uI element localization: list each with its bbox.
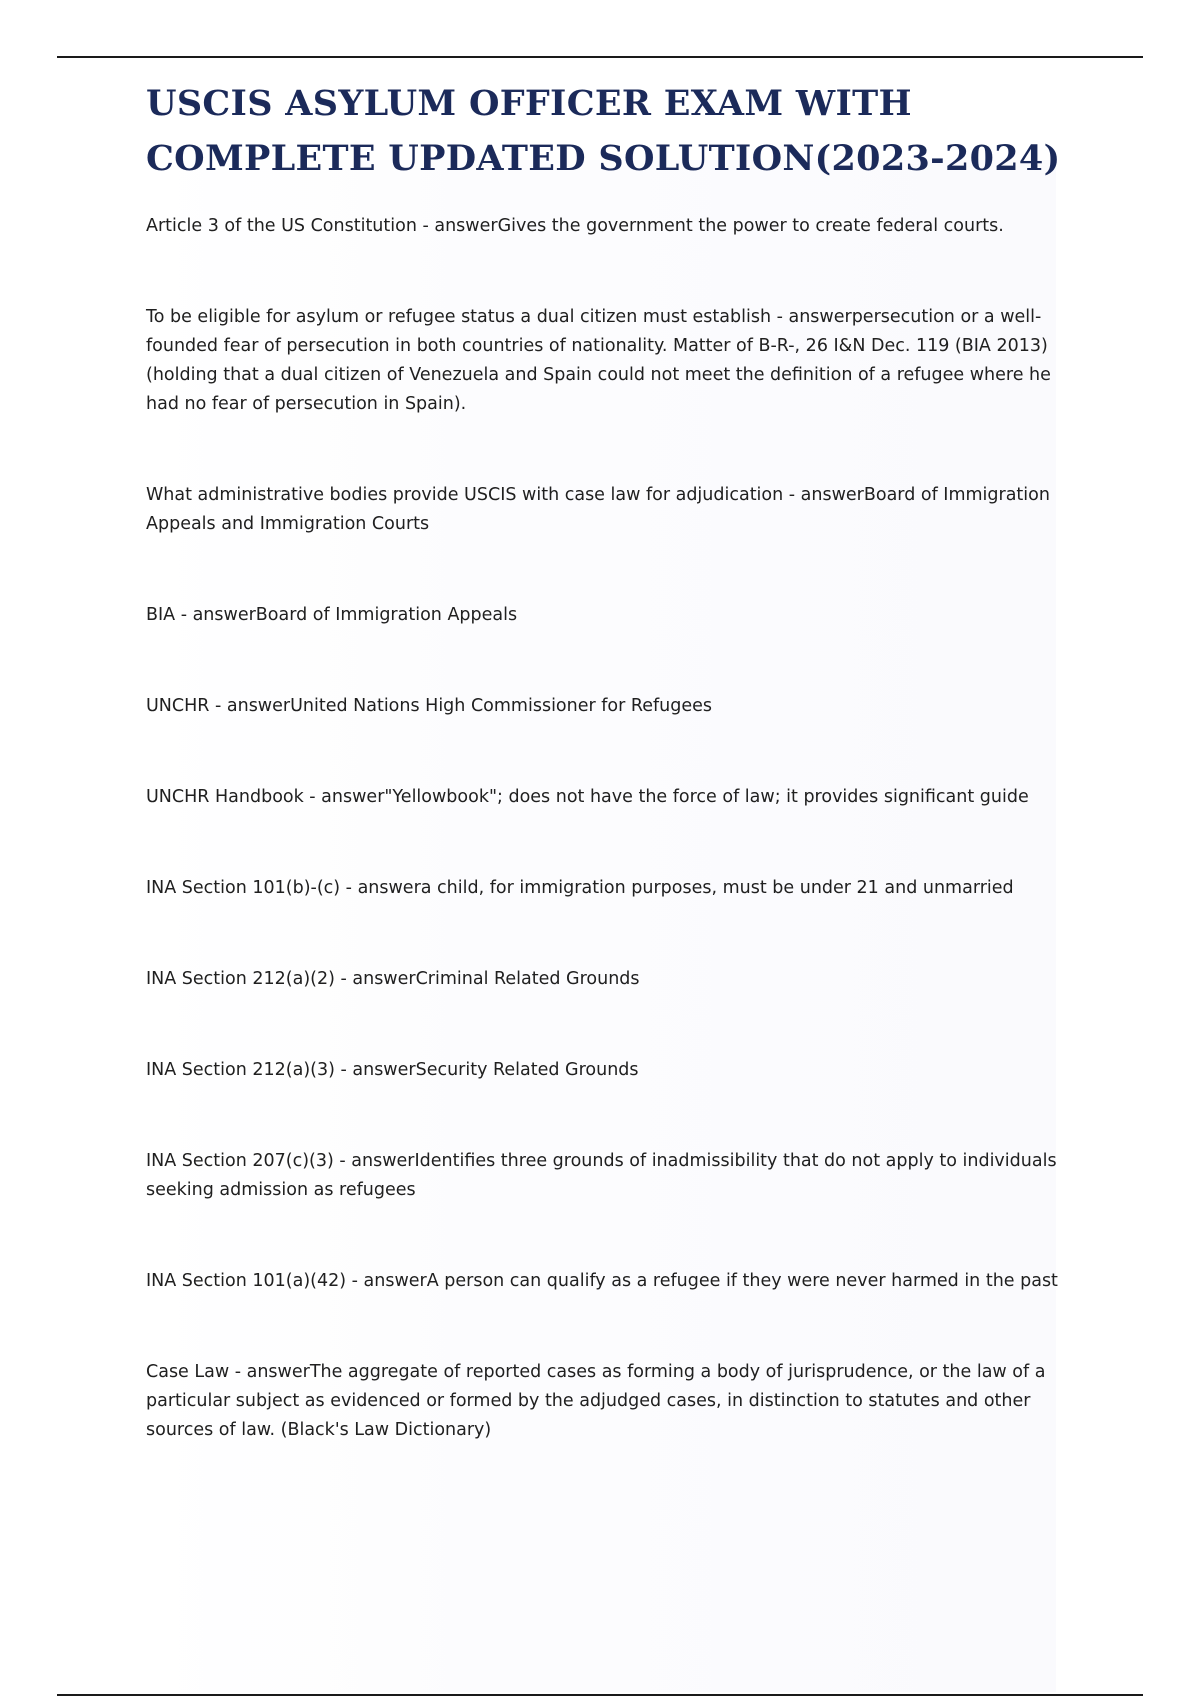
qa-item-ina-101b-c: INA Section 101(b)-(c) - answera child, for immigration purposes, must be under 21 and unmarried [146,878,1014,898]
footer-rule [57,1694,1143,1696]
qa-item-bia: BIA - answerBoard of Immigration Appeals [146,605,518,625]
header-rule [57,56,1143,58]
document-page [146,76,1066,1445]
document-title: USCIS ASYLUM OFFICER EXAM WITH COMPLETE UPDATED SOLUTION(2023-2024) [146,83,1061,179]
qa-item-ina-207c3: INA Section 207(c)(3) - answerIdentifies three grounds of inadmissibility that do not apply to individuals seeking admission as refugees [146,1151,1057,1200]
qa-item-article-3: Article 3 of the US Constitution - answerGives the government the power to create federal courts. [146,216,1004,236]
qa-item-dual-citizen: To be eligible for asylum or refugee status a dual citizen must establish - answerpersecution or a well-founded fear of persecution in both countries of nationality. Matter of B-R-, 26 I&N Dec. 119 (BIA 2013) (holding that a dual citizen of Venezuela and Spain could not meet the definition of a refugee where he had no fear of persecution in Spain). [146,307,1051,414]
qa-item-unchr: UNCHR - answerUnited Nations High Commissioner for Refugees [146,696,713,716]
qa-item-ina-212a2: INA Section 212(a)(2) - answerCriminal Related Grounds [146,969,640,989]
qa-item-ina-212a3: INA Section 212(a)(3) - answerSecurity Related Grounds [146,1060,639,1080]
qa-item-ina-101a42: INA Section 101(a)(42) - answerA person can qualify as a refugee if they were never harmed in the past [146,1271,1058,1291]
qa-item-unchr-handbook: UNCHR Handbook - answer"Yellowbook"; does not have the force of law; it provides significant guide [146,787,1029,807]
qa-item-case-law: Case Law - answerThe aggregate of reported cases as forming a body of jurisprudence, or the law of a particular subject as evidenced or formed by the adjudged cases, in distinction to statutes and other sources of law. (Black's Law Dictionary) [146,1362,1046,1440]
qa-list [146,212,1066,1445]
qa-item-administrative-bodies: What administrative bodies provide USCIS with case law for adjudication - answerBoard of Immigration Appeals and Immigration Courts [146,485,1050,534]
